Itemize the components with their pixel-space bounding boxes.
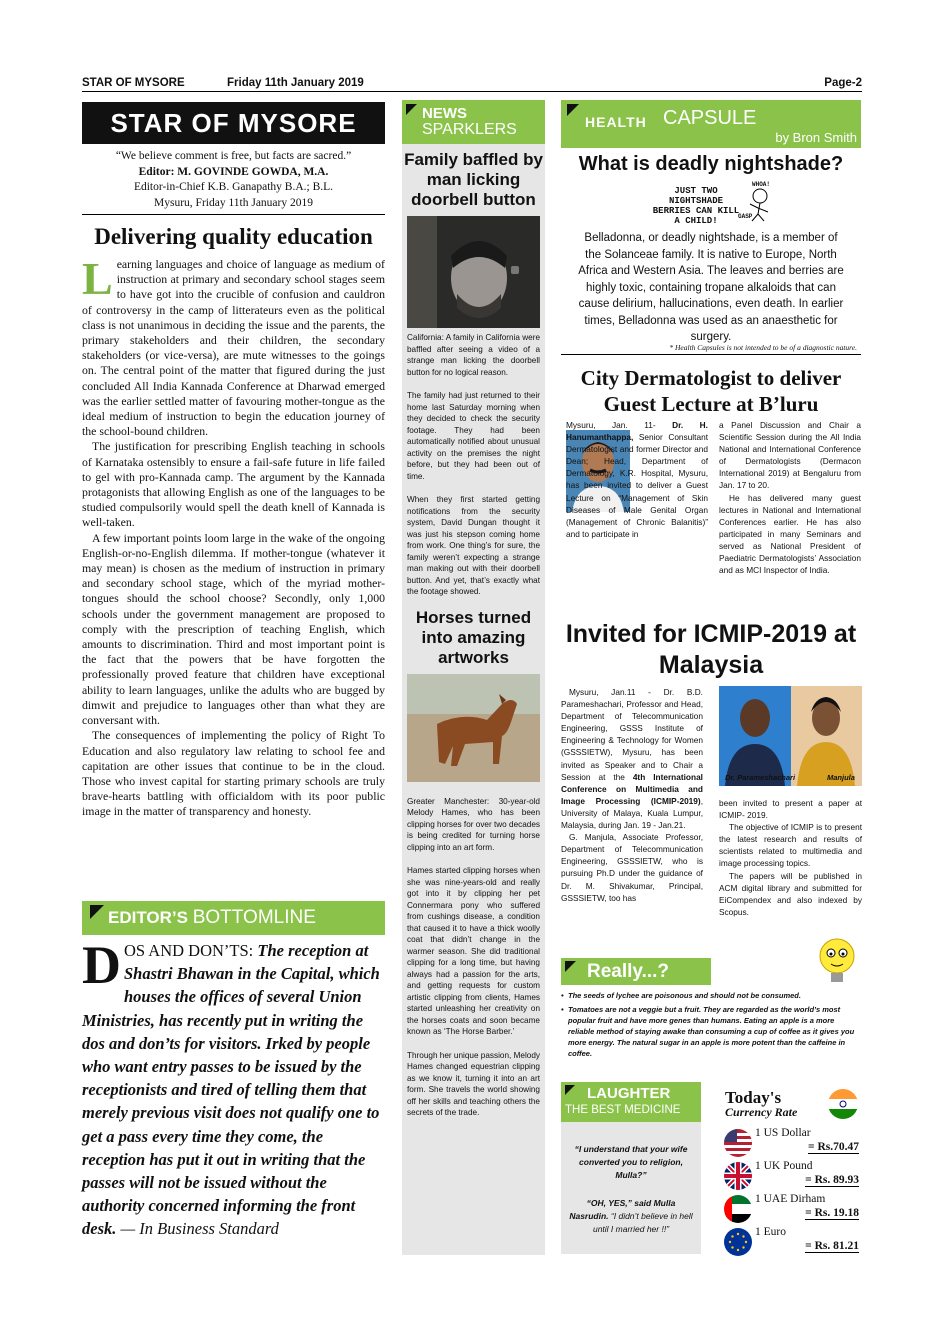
currency-rate: = Rs.70.47 [808, 1141, 859, 1153]
masthead-title: STAR OF MYSORE [82, 102, 385, 144]
horse-photo [407, 674, 540, 782]
icmip-col1 [561, 686, 703, 904]
health-byline: by Bron Smith [775, 130, 857, 145]
currency-title: Today's [725, 1088, 782, 1107]
laughter-head-1: LAUGHTER [587, 1085, 671, 1102]
india-flag-icon [827, 1088, 859, 1120]
header-date: Friday 11th January 2019 [227, 77, 364, 89]
cartoon-figure-icon [742, 186, 778, 222]
derm-col1-text: Senior Consultant Dermatologist and former Director and Dean; Head, Department of Dermatology, K.R. Hospital, Mysuru, has been invited to deliver a Guest Lecture on “Management of Skin Diseases of Male Genital Organ (Management of Chronic Balanitis)” and to participate in [566, 432, 708, 539]
currency-name: 1 Euro [755, 1226, 786, 1238]
story2-title: Horses turned into amazing artworks [415, 607, 532, 667]
motto: “We believe comment is free, but facts are sacred.” [115, 150, 352, 162]
really-list [561, 990, 861, 1062]
corner-mark-icon [565, 1085, 575, 1095]
editorial-paragraph-4: The consequences of implementing the policy of Right To Education and also regulatory law relating to school fee and capitation are other issues that continue to be in the cloud. Those who invest capital for starting primary schools are truly brave-hearts battling with officialdom with its poor public image in the matter of transparency and honesty. [82, 728, 385, 819]
story1-paragraph-2: The family had just returned to their home last Saturday morning when they decided to check the security footage. They had been automatically notified about unusual activity on the premises the night before, but they had been out of time. [407, 391, 540, 481]
editorial-drop-letter: L [82, 253, 113, 304]
news-head-1: NEWS [422, 105, 467, 122]
laughter-header [561, 1082, 701, 1122]
derm-title: City Dermatologist to deliver Guest Lecture at B’luru [580, 366, 842, 416]
icmip-p1a: Mysuru, Jan.11 - Dr. B.D. Parameshachari, Professor and Head, Department of Telecommunication Engineering, GSSS Institute of Engineering & Technology for Women (GSSSIETW), Mysuru, has been invited as Speaker and to Chair a Session at the [561, 687, 703, 782]
corner-mark-icon [406, 104, 417, 115]
editorial-title: Delivering quality education [94, 224, 373, 249]
editorial-paragraph-2: The justification for prescribing English teaching in schools of Karnataka ostensibly to ensure a fail-safe future in life failed to gel with pro-Kannada camp. The argument by the Kannada protagonists that allowing English as one of the languages to be studied compulsorily would spell the death knell of Kannada is well-taken. [82, 439, 385, 530]
story2-paragraph-1: Greater Manchester: 30-year-old Melody Hames, who has been clipping horses for over two decades is being credited for turning horse clipping into an art form. [407, 796, 540, 852]
uk-flag-icon [724, 1162, 752, 1190]
icmip-title: Invited for ICMIP-2019 at Malaysia [565, 620, 857, 679]
derm-col2 [719, 419, 861, 576]
header-page-number: Page-2 [824, 77, 862, 89]
bottomline-drop-letter: D [82, 935, 121, 995]
icmip-p3: been invited to present a paper at ICMIP- 2019. [719, 798, 862, 821]
divider [82, 214, 385, 215]
really-item: • The seeds of lychee are poisonous and should not be consumed. [561, 990, 861, 1001]
bottomline-text: The reception at Shastri Bhawan in the Capital, which houses the offices of several Union Ministries, has recently put in writing the dos and don’ts for visitors. Irked by people who want entry passes to be issued by the receptionists and tired of telling them that merely previous visit does not qualify one to get a pass every time they come, the reception has put it out in writing that the passes will not be issued without the authority concerned informing the front desk. [82, 941, 380, 1239]
news-sparklers-header [402, 100, 545, 144]
currency-name: 1 US Dollar [755, 1127, 811, 1139]
lightbulb-icon [815, 936, 860, 988]
corner-mark-icon [90, 905, 104, 919]
nightshade-cartoon [650, 180, 780, 224]
currency-name: 1 UAE Dirham [755, 1193, 826, 1205]
news-sparklers-column [402, 100, 545, 1255]
really-title: Really...? [587, 961, 670, 982]
story1-paragraph-1: California: A family in California were baffled after seeing a video of a strange man licking the doorbell button for no logical reason. [407, 333, 540, 377]
editorial-paragraph-1: earning languages and choice of language as medium of instruction at primary and secondary school stages seem to have got into the crucible of confusion and cauldron of controversy in the camp of litterateurs even as the political class is not unanimous in deciding the issue and the parents, the primary stakeholders and their children, the secondary stakeholders (or vice-versa), are mute witnesses to the goings on. The central point of the matter that figured during the just concluded All India Kannada Conference at Dharwad emerged was the earlier settled matter of favouring mother-tongue as the ideal medium of instruction to begin the education journey of the school-bound children. [82, 257, 385, 439]
health-title: What is deadly nightshade? [578, 153, 844, 175]
divider [561, 354, 861, 355]
story1-paragraph-3: When they first started getting notifications from the security system, David Dungan thought it was just his stepson coming home from work. One thing’s for sure, the family weren’t expecting a strange man making out with their doorbell button. And yet, that’s exactly what the footage showed. [407, 495, 540, 596]
laughter-head-2: THE BEST MEDICINE [565, 1104, 681, 1116]
health-head-light: CAPSULE [663, 107, 757, 129]
derm-col2-p1: a Panel Discussion and Chair a Scientific Session during the All India National and International Conference of Dermatologists (Dermacon International 2019) at Bengaluru from Jan. 17 to 20. [719, 420, 861, 491]
derm-dateline: Mysuru, Jan. 11- [566, 420, 656, 430]
bottomline-head-light: BOTTOMLINE [192, 907, 316, 928]
currency-panel [721, 1086, 861, 1258]
caption-parameshachari: Dr. Parameshachari [725, 773, 796, 782]
derm-col2-p2: He has delivered many guest lectures in National and International Conferences earlier. He has also participated in many Seminars and served as National President of Paediatric Dermatologists’ Association and as MCI Inspector of India. [719, 492, 861, 576]
currency-rate: = Rs. 19.18 [805, 1207, 859, 1219]
uae-flag-icon [724, 1195, 752, 1223]
doorbell-photo [407, 216, 540, 328]
icmip-col2 [719, 797, 862, 918]
editorial-body [82, 253, 385, 820]
currency-row-gbp [721, 1160, 861, 1190]
currency-row-usd [721, 1127, 861, 1157]
cartoon-caption: JUST TWO NIGHTSHADE BERRIES CAN KILL A CHILD! [652, 186, 740, 226]
caption-manjula: Manjula [827, 773, 855, 782]
really-header [561, 958, 711, 985]
currency-rate: = Rs. 89.93 [805, 1174, 859, 1186]
bottomline-header [82, 901, 385, 935]
currency-row-aed [721, 1193, 861, 1223]
dateline: Mysuru, Friday 11th January 2019 [154, 196, 313, 209]
masthead-info [82, 149, 385, 211]
derm-name: Dr. H. Hanumanthappa, [566, 420, 708, 443]
bottomline-head-bold: EDITOR’S [108, 908, 188, 927]
news-head-2: SPARKLERS [422, 121, 517, 138]
icmip-photos [719, 686, 862, 786]
icmip-p4: The objective of ICMIP is to present the latest research and results of scientists related to multimedia and image processing topics. [719, 822, 862, 869]
really-item: • Tomatoes are not a veggie but a fruit. They are regarded as the world’s most popular fruit and have more genes than humans. Eating an apple is a more reliable method of staying awake than consuming a cup of coffee as it gives you more energy. The natural sugar in an apple is more potent than the caffeine in coffee. [561, 1004, 861, 1059]
bottomline-lead: OS AND DON’TS: [124, 941, 254, 960]
laughter-answer-1: “OH, YES,” said Mulla Nasrudin. [569, 1198, 676, 1221]
laughter-answer [566, 1197, 696, 1236]
corner-mark-icon [567, 104, 579, 116]
bottomline-source: — In Business Standard [116, 1219, 279, 1239]
story2-paragraph-2: Hames started clipping horses when she was nine-years-old and really got into it by clipping her pet Connermara pony who suffered from cushings disease, a condition that caused it to have a thick woolly coat that didn’t change in the warmer season. She did traditional clipping for a long time, but having always had a passion for the arts, and getting requests for custom artistic clipping from clients, Hames started unleashing her creativity on the horses coats and soon became known as ‘The Horse Barber.’ [407, 866, 540, 1036]
editor-in-chief-line: Editor-in-Chief K.B. Ganapathy B.A.; B.L. [133, 181, 334, 193]
cartoon-exclaim: WHOA! [752, 181, 771, 188]
story2-paragraph-3: Through her unique passion, Melody Hames changed equestrian clipping as we know it, turning it into an art form. She travels the world showing off her skills and teaching others the secrets of the trade. [407, 1050, 540, 1117]
derm-col1 [566, 419, 708, 540]
page-header [82, 76, 862, 92]
health-disclaimer: * Health Capsules is not intended to be of a diagnostic nature. [669, 343, 857, 352]
health-head-bold: HEALTH [585, 114, 647, 130]
bottomline-body [82, 935, 385, 1241]
editorial-paragraph-3: A few important points loom large in the wake of the ongoing English-or-no-English dilemma. If mother-tongue (whatever it may mean) is chosen as the medium of instruction in primary and secondary school stage, which of the myriad mother-tongues should the school choose? Secondly, only 1,000 schools under the government management are proposed to comply with the prescription of teaching English, which amounts to discrimination. Third and most important point is the fact that the powers that be have forgotten the professionally proved feature that children have exceptional ability to learn languages, unlike the adults who are bugged by dimwit and prejudice to languages other than what they are conversant with. [82, 530, 385, 728]
health-capsule-header [561, 100, 861, 148]
health-body: Belladonna, or deadly nightshade, is a member of the Solanceae family. It is native to Europe, North Africa and Western Asia. The leaves and berries are highly toxic, containing tropane alkaloids that can cause delirium, hallucinations, even death. In earlier times, Belladonna was used as an anaesthetic for surgery. [578, 232, 844, 343]
story1-title: Family baffled by man licking doorbell button [404, 150, 543, 209]
editor-line: Editor: M. GOVINDE GOWDA, M.A. [138, 165, 329, 178]
icmip-p2: G. Manjula, Associate Professor, Department of Telecommunication Engineering, GSSSIETW, who is pursuing Ph.D under the guidance of Dr. M. Shivakumar, Principal, GSSSIETW, too has [561, 832, 703, 903]
eu-flag-icon [724, 1228, 752, 1256]
icmip-p1b: 4th International Conference on Multimedia and Image Processing (ICMIP-2019) [561, 771, 703, 806]
cartoon-gasp: GASP [738, 213, 753, 220]
currency-row-eur [721, 1226, 861, 1256]
laughter-question: “I understand that your wife converted you to religion, Mulla?” [574, 1144, 688, 1180]
currency-name: 1 UK Pound [755, 1160, 813, 1172]
header-paper-name: STAR OF MYSORE [82, 77, 185, 89]
currency-subtitle: Currency Rate [725, 1105, 798, 1119]
corner-mark-icon [565, 961, 576, 972]
laughter-answer-2: “I didn’t believe in hell until I married her !!” [592, 1211, 693, 1234]
icmip-p5: The papers will be published in ACM digital library and submitted for EiCompendex and also indexed by Scopus. [719, 870, 862, 917]
usa-flag-icon [724, 1129, 752, 1157]
icmip-p1c: , University of Malaya, Kuala Lumpur, Malaysia, during Jan. 19 - Jan.21. [561, 795, 703, 831]
currency-rate: = Rs. 81.21 [805, 1240, 859, 1252]
